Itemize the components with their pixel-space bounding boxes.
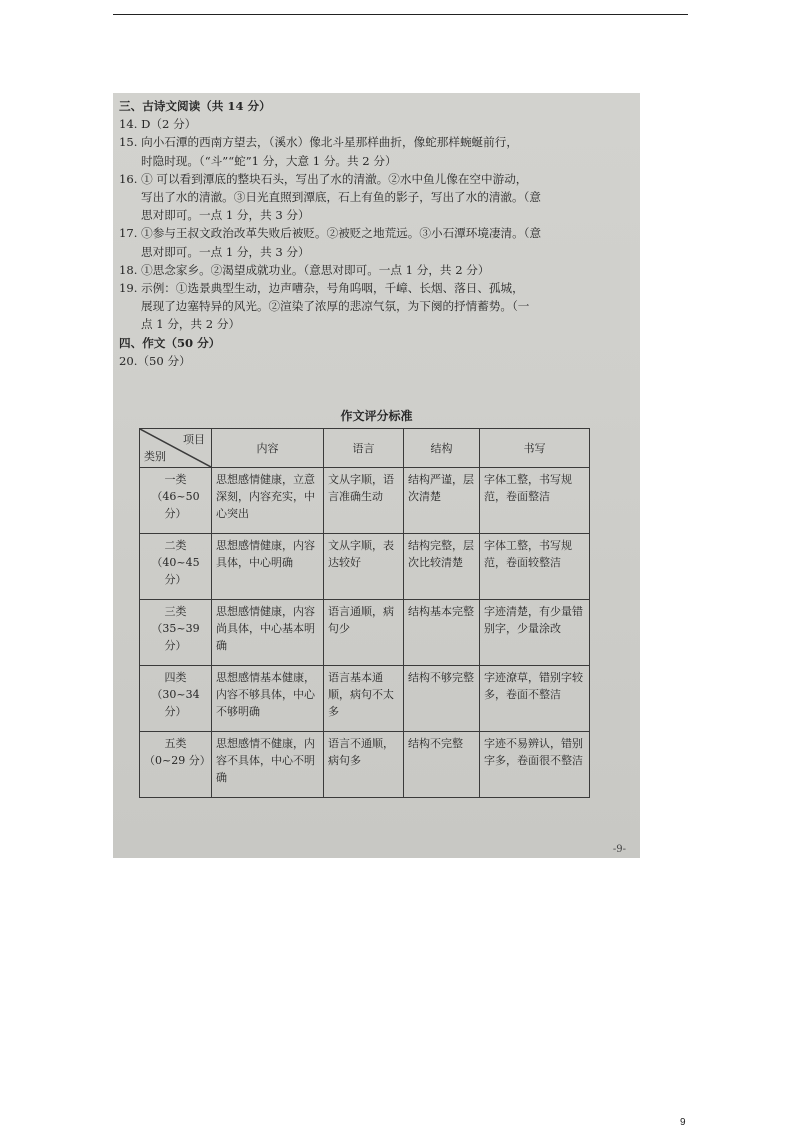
- text-line: 时隐时现。（“斗”“蛇”1 分，大意 1 分。共 2 分）: [141, 153, 397, 168]
- category-name: 二类: [164, 539, 187, 552]
- table-header-row: [140, 429, 590, 468]
- table-cell: 结构不完整: [404, 732, 480, 798]
- category-name: 四类: [164, 671, 187, 684]
- table-cell: 字体工整，书写规范，卷面整洁: [480, 468, 590, 534]
- header-rule: [113, 14, 688, 15]
- category-range: （0~29 分）: [144, 754, 211, 767]
- table-cell: 结构完整，层次比较清楚: [404, 534, 480, 600]
- text-line: 写出了水的清澈。③日光直照到潭底，石上有鱼的影子，写出了水的清澈。（意: [141, 190, 541, 205]
- header-cell: 语言: [324, 429, 404, 468]
- text-line: 18. ①思念家乡。②渴望成就功业。（意思对即可。一点 1 分，共 2 分）: [119, 262, 490, 277]
- table-cell: 文从字顺，表达较好: [324, 534, 404, 600]
- scanned-page-mark: -9-: [612, 844, 626, 855]
- category-name: 三类: [164, 605, 187, 618]
- table-cell: 语言不通顺，病句多: [324, 732, 404, 798]
- corner-cell: [140, 429, 212, 468]
- category-cell: [140, 600, 212, 666]
- category-range: （40~45 分）: [151, 556, 200, 586]
- category-cell: [140, 666, 212, 732]
- page-number: 9: [680, 1117, 686, 1128]
- corner-label-bottom: 类别: [144, 450, 166, 463]
- scoring-rubric-table: [139, 428, 590, 798]
- text-line: 15. 向小石潭的西南方望去，（溪水）像北斗星那样曲折，像蛇那样蜿蜒前行，: [119, 135, 518, 150]
- table-cell: 语言基本通顺，病句不太多: [324, 666, 404, 732]
- table-cell: 字迹潦草，错别字较多，卷面不整洁: [480, 666, 590, 732]
- table-row: [140, 600, 590, 666]
- header-cell: 书写: [480, 429, 590, 468]
- corner-label-top: 项目: [183, 433, 205, 446]
- table-cell: 字迹清楚，有少量错别字，少量涂改: [480, 600, 590, 666]
- table-cell: 结构基本完整: [404, 600, 480, 666]
- scanned-page-photo: [113, 93, 640, 858]
- table-row: [140, 468, 590, 534]
- table-cell: 思想感情基本健康，内容不够具体，中心不够明确: [212, 666, 324, 732]
- category-name: 五类: [164, 737, 187, 750]
- category-range: （46~50 分）: [151, 490, 200, 520]
- table-row: [140, 534, 590, 600]
- table-cell: 语言通顺，病句少: [324, 600, 404, 666]
- text-line: 展现了边塞特异的风光。②渲染了浓厚的悲凉气氛，为下阕的抒情蓄势。（一: [141, 299, 530, 314]
- text-line: 思对即可。一点 1 分，共 3 分）: [141, 208, 310, 223]
- category-cell: [140, 534, 212, 600]
- text-line: 思对即可。一点 1 分，共 3 分）: [141, 244, 310, 259]
- text-line: 14. D（2 分）: [119, 117, 197, 132]
- answer-text-block: [119, 97, 631, 370]
- category-cell: [140, 468, 212, 534]
- table-cell: 字迹不易辨认，错别字多，卷面很不整洁: [480, 732, 590, 798]
- text-line: 三、古诗文阅读（共 14 分）: [119, 99, 271, 113]
- category-cell: [140, 732, 212, 798]
- table-row: [140, 666, 590, 732]
- category-range: （35~39 分）: [151, 622, 200, 652]
- table-cell: 思想感情健康，内容具体，中心明确: [212, 534, 324, 600]
- table-title: 作文评分标准: [340, 409, 413, 423]
- category-range: （30~34 分）: [151, 688, 200, 718]
- text-line: 17. ①参与王叔文政治改革失败后被贬。②被贬之地荒远。③小石潭环境凄清。（意: [119, 226, 542, 241]
- table-cell: 结构严谨，层次清楚: [404, 468, 480, 534]
- text-line: 20.（50 分）: [119, 353, 191, 368]
- text-line: 16. ① 可以看到潭底的整块石头，写出了水的清澈。②水中鱼儿像在空中游动，: [119, 171, 528, 186]
- header-cell: 内容: [212, 429, 324, 468]
- text-line: 四、作文（50 分）: [119, 335, 221, 350]
- text-line: 19. 示例：①选景典型生动，边声嘈杂，号角呜咽，千嶂、长烟、落日、孤城，: [119, 281, 524, 296]
- table-cell: 思想感情健康，立意深刻，内容充实，中心突出: [212, 468, 324, 534]
- table-cell: 思想感情健康，内容尚具体，中心基本明确: [212, 600, 324, 666]
- table-cell: 字体工整，书写规范，卷面较整洁: [480, 534, 590, 600]
- table-cell: 思想感情不健康，内容不具体，中心不明确: [212, 732, 324, 798]
- table-cell: 文从字顺，语言准确生动: [324, 468, 404, 534]
- table-row: [140, 732, 590, 798]
- header-cell: 结构: [404, 429, 480, 468]
- table-cell: 结构不够完整: [404, 666, 480, 732]
- text-line: 点 1 分，共 2 分）: [141, 317, 241, 332]
- category-name: 一类: [164, 473, 187, 486]
